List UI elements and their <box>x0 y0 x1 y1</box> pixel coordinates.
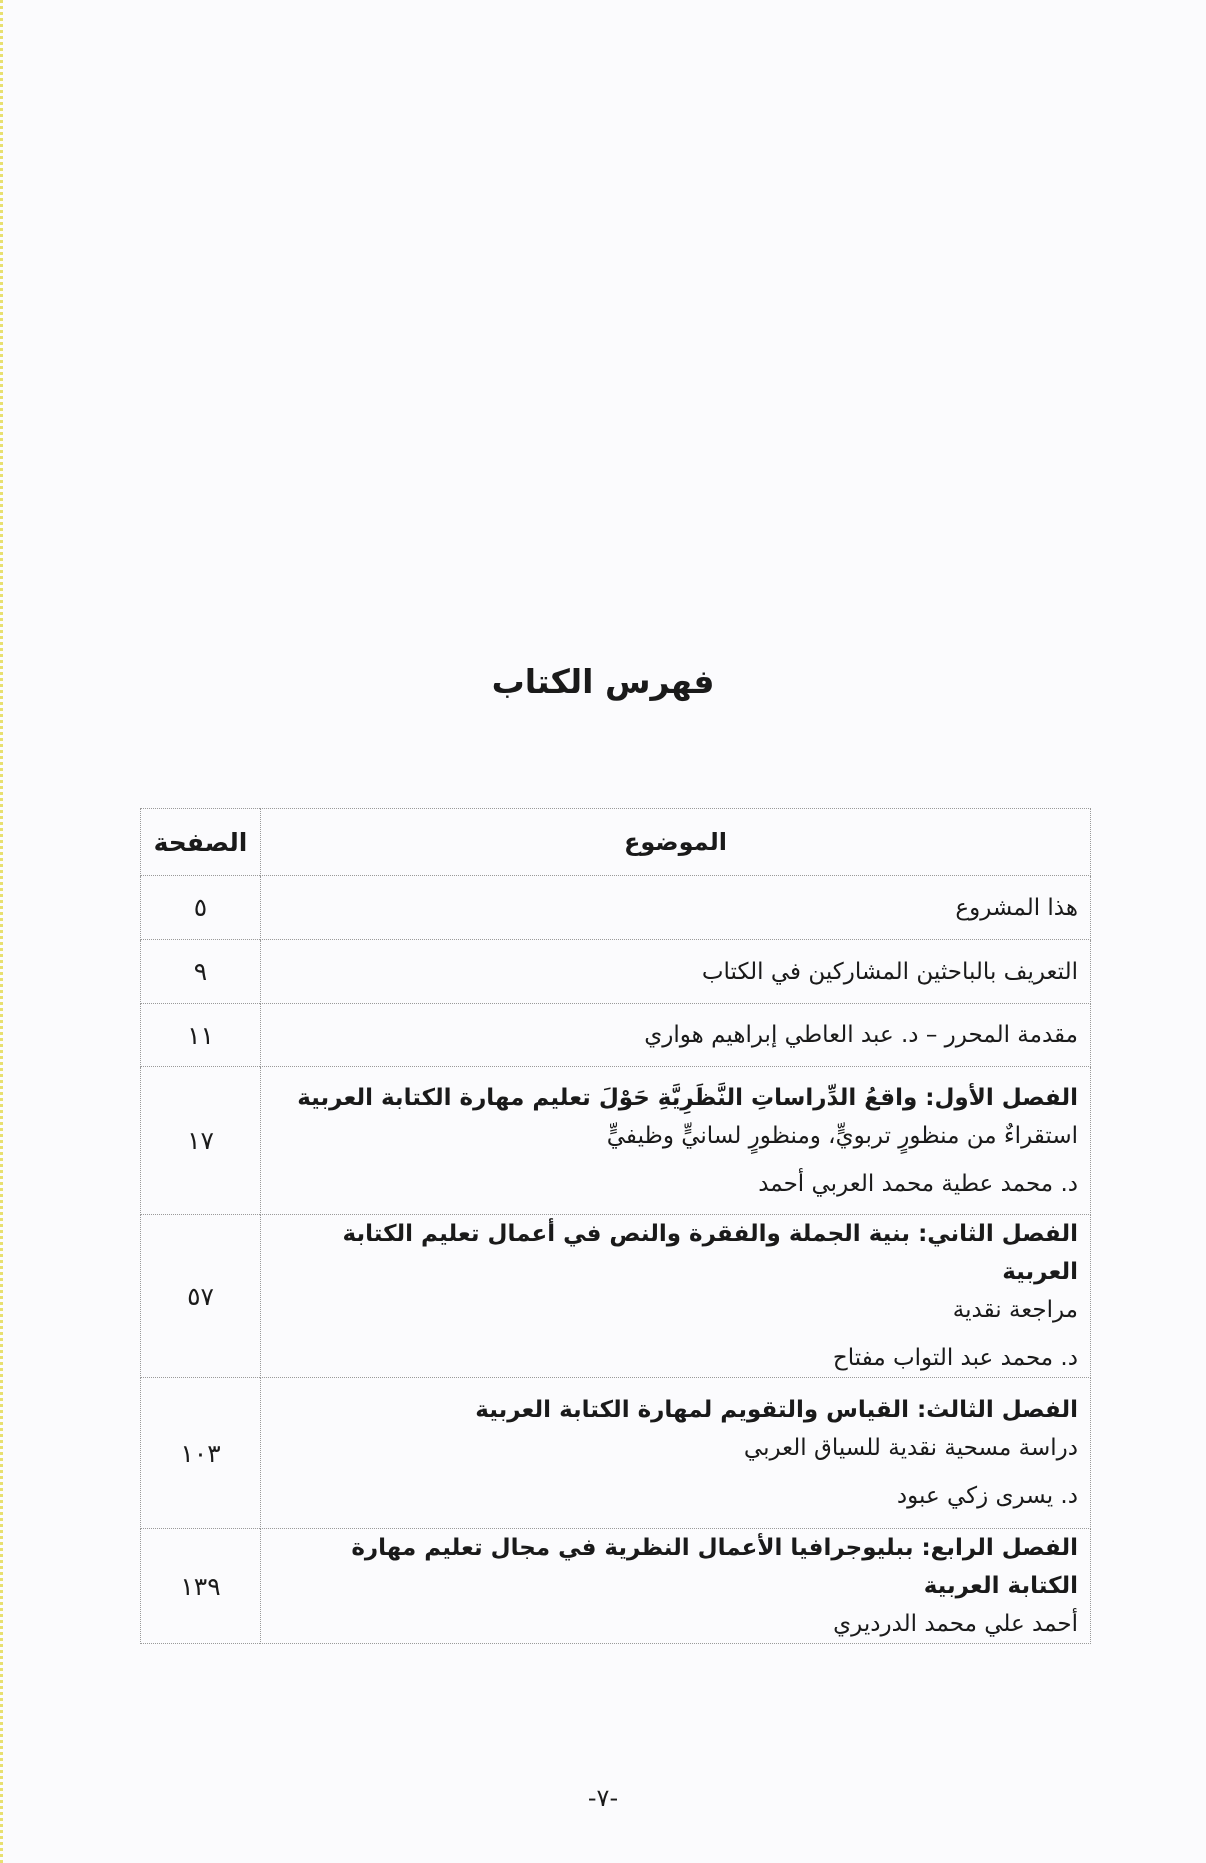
page-cell: ١٧ <box>141 1067 261 1215</box>
chapter-title: الفصل الأول: واقعُ الدِّراساتِ النَّظَرِيَّةِ حَوْلَ تعليم مهارة الكتابة العربية <box>297 1084 1078 1111</box>
chapter-title: الفصل الثالث: القياس والتقويم لمهارة الكتابة العربية <box>475 1397 1078 1423</box>
topic-cell <box>261 1529 1091 1644</box>
page-cell: ١١ <box>141 1004 261 1067</box>
topic-cell <box>261 1378 1091 1529</box>
contents-table <box>140 808 1091 1644</box>
page-cell: ٩ <box>141 940 261 1004</box>
table-row <box>141 876 1091 940</box>
page-number: -٧- <box>587 1784 619 1812</box>
chapter-author: د. يسرى زكي عبود <box>896 1483 1078 1509</box>
chapter-author: أحمد علي محمد الدرديري <box>833 1611 1078 1637</box>
topic-cell <box>261 1215 1091 1378</box>
page-cell: ٥٧ <box>141 1215 261 1378</box>
table-row <box>141 1529 1091 1644</box>
topic-cell: مقدمة المحرر – د. عبد العاطي إبراهيم هواري <box>261 1004 1091 1067</box>
chapter-subtitle: مراجعة نقدية <box>952 1297 1078 1323</box>
chapter-title: الفصل الثاني: بنية الجملة والفقرة والنص في أعمال تعليم الكتابة العربية <box>342 1221 1078 1285</box>
chapter-author: د. محمد عبد التواب مفتاح <box>832 1345 1078 1371</box>
page-title: فهرس الكتاب <box>491 662 715 701</box>
chapter-author: د. محمد عطية محمد العربي أحمد <box>758 1170 1078 1197</box>
page-cell: ١٣٩ <box>141 1529 261 1644</box>
topic-cell: هذا المشروع <box>261 876 1091 940</box>
chapter-title: الفصل الرابع: ببليوجرافيا الأعمال النظرية في مجال تعليم مهارة الكتابة العربية <box>351 1535 1078 1599</box>
table-row <box>141 1004 1091 1067</box>
page-cell: ١٠٣ <box>141 1378 261 1529</box>
table-row <box>141 940 1091 1004</box>
topic-header: الموضوع <box>261 809 1091 876</box>
page-edge <box>0 0 7 1863</box>
table-row <box>141 1215 1091 1378</box>
table-row <box>141 1067 1091 1215</box>
table-header <box>141 809 1091 876</box>
chapter-subtitle: استقراءٌ من منظورٍ تربويٍّ، ومنظورٍ لسانيٍّ وظيفيٍّ <box>606 1122 1078 1149</box>
topic-cell <box>261 1067 1091 1215</box>
page-cell: ٥ <box>141 876 261 940</box>
table-row <box>141 1378 1091 1529</box>
topic-cell: التعريف بالباحثين المشاركين في الكتاب <box>261 940 1091 1004</box>
page-header: الصفحة <box>141 809 261 876</box>
chapter-subtitle: دراسة مسحية نقدية للسياق العربي <box>743 1435 1078 1461</box>
